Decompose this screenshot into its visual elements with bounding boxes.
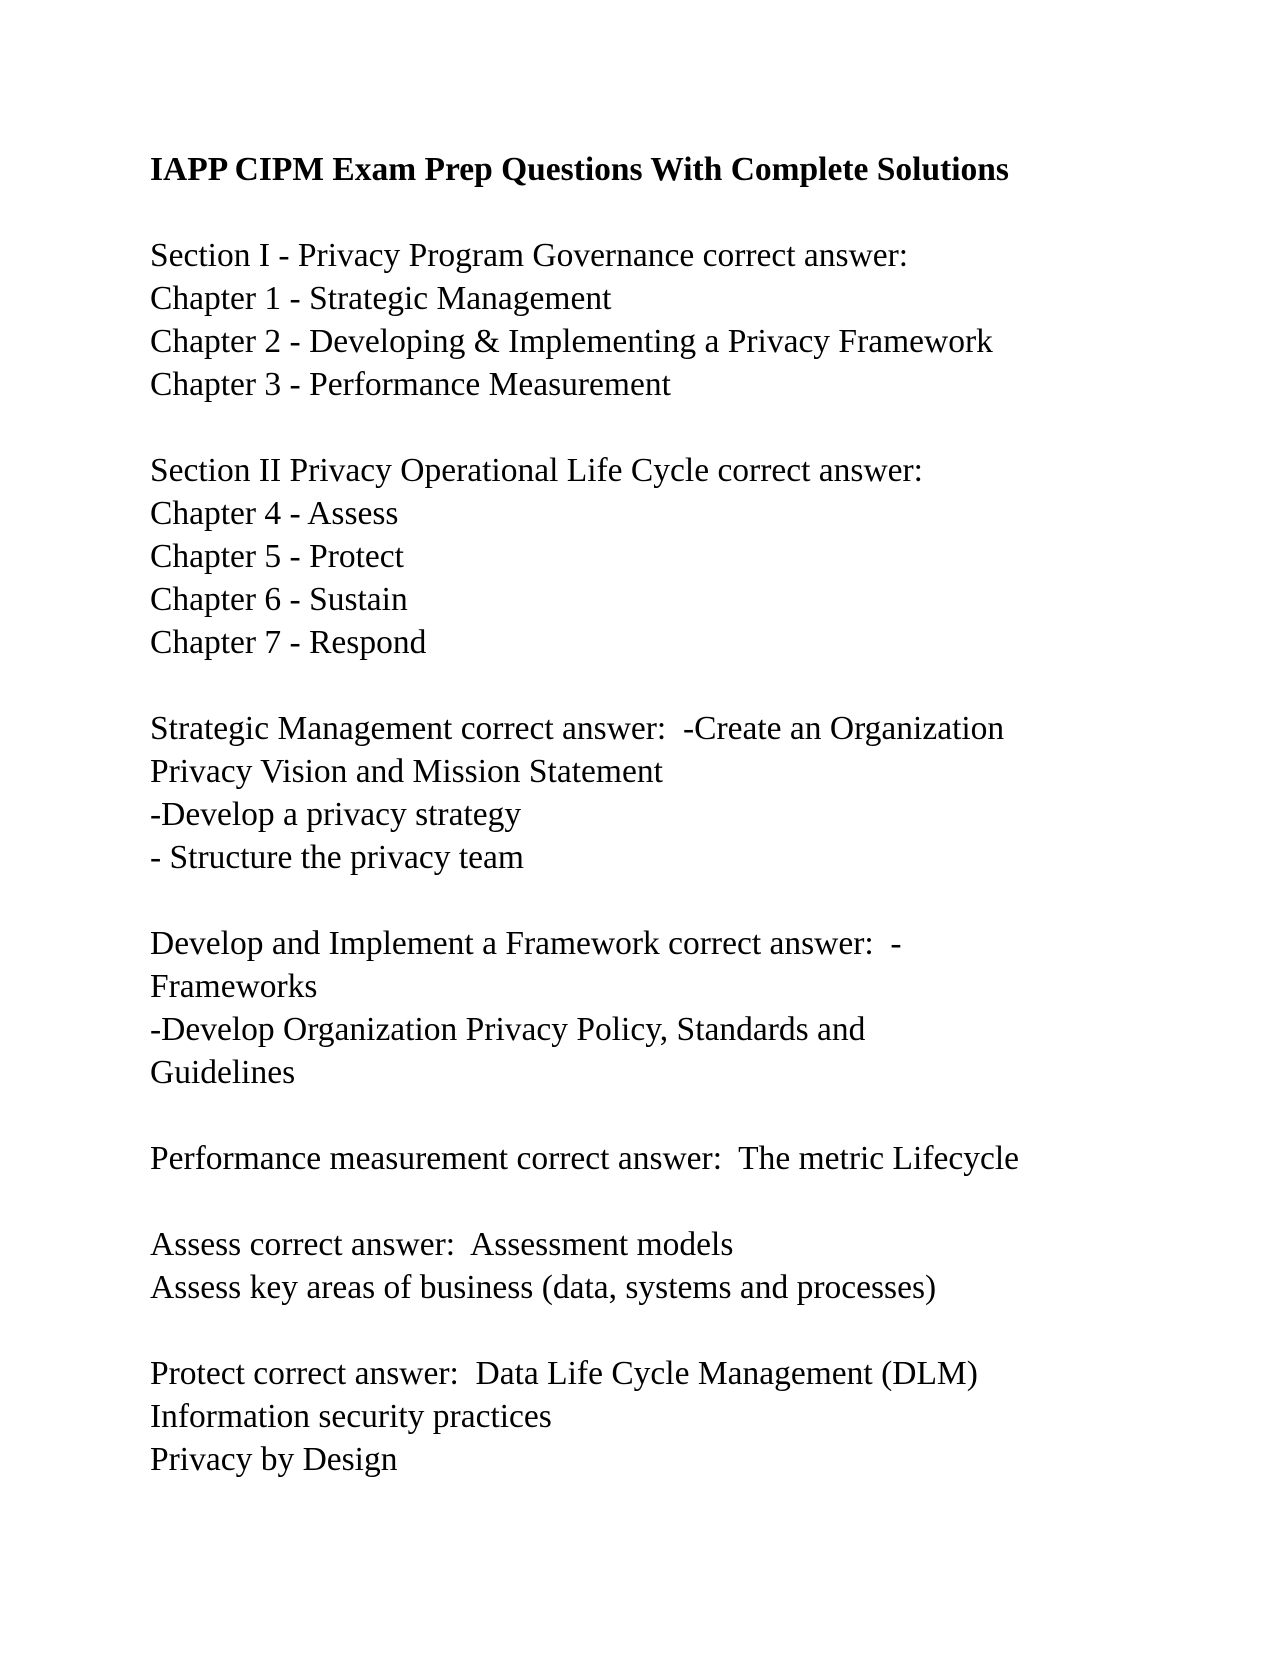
- block-assess: [150, 1223, 1150, 1309]
- document-title: IAPP CIPM Exam Prep Questions With Complete Solutions: [150, 151, 1009, 188]
- block-protect: [150, 1352, 1150, 1481]
- block-line: Assess key areas of business (data, systems and processes): [150, 1269, 937, 1306]
- block-line: Frameworks: [150, 968, 318, 1005]
- block-line: -Develop a privacy strategy: [150, 796, 522, 833]
- block-performance-measurement: [150, 1137, 1150, 1180]
- block-line: Develop and Implement a Framework correct answer: -: [150, 925, 902, 962]
- block-line: Performance measurement correct answer: The metric Lifecycle: [150, 1140, 1020, 1177]
- block-line: Chapter 3 - Performance Measurement: [150, 366, 671, 403]
- block-line: Guidelines: [150, 1054, 296, 1091]
- block-line: Chapter 6 - Sustain: [150, 581, 408, 618]
- block-line: - Structure the privacy team: [150, 839, 524, 876]
- block-line: Section II Privacy Operational Life Cycle correct answer:: [150, 452, 923, 489]
- block-section-2: [150, 449, 1150, 664]
- block-line: Chapter 2 - Developing & Implementing a Privacy Framework: [150, 323, 993, 360]
- block-line: Privacy Vision and Mission Statement: [150, 753, 663, 790]
- block-line: Chapter 5 - Protect: [150, 538, 404, 575]
- block-line: Privacy by Design: [150, 1441, 398, 1478]
- block-line: Assess correct answer: Assessment models: [150, 1226, 734, 1263]
- block-line: Chapter 7 - Respond: [150, 624, 427, 661]
- block-line: Section I - Privacy Program Governance correct answer:: [150, 237, 909, 274]
- block-line: Chapter 1 - Strategic Management: [150, 280, 612, 317]
- document-content: [150, 148, 1150, 1524]
- block-line: Strategic Management correct answer: -Create an Organization: [150, 710, 1005, 747]
- block-line: Information security practices: [150, 1398, 552, 1435]
- block-framework: [150, 922, 1150, 1094]
- block-line: Protect correct answer: Data Life Cycle Management (DLM): [150, 1355, 978, 1392]
- block-section-1: [150, 234, 1150, 406]
- block-line: Chapter 4 - Assess: [150, 495, 399, 532]
- block-line: -Develop Organization Privacy Policy, Standards and: [150, 1011, 866, 1048]
- block-strategic-management: [150, 707, 1150, 879]
